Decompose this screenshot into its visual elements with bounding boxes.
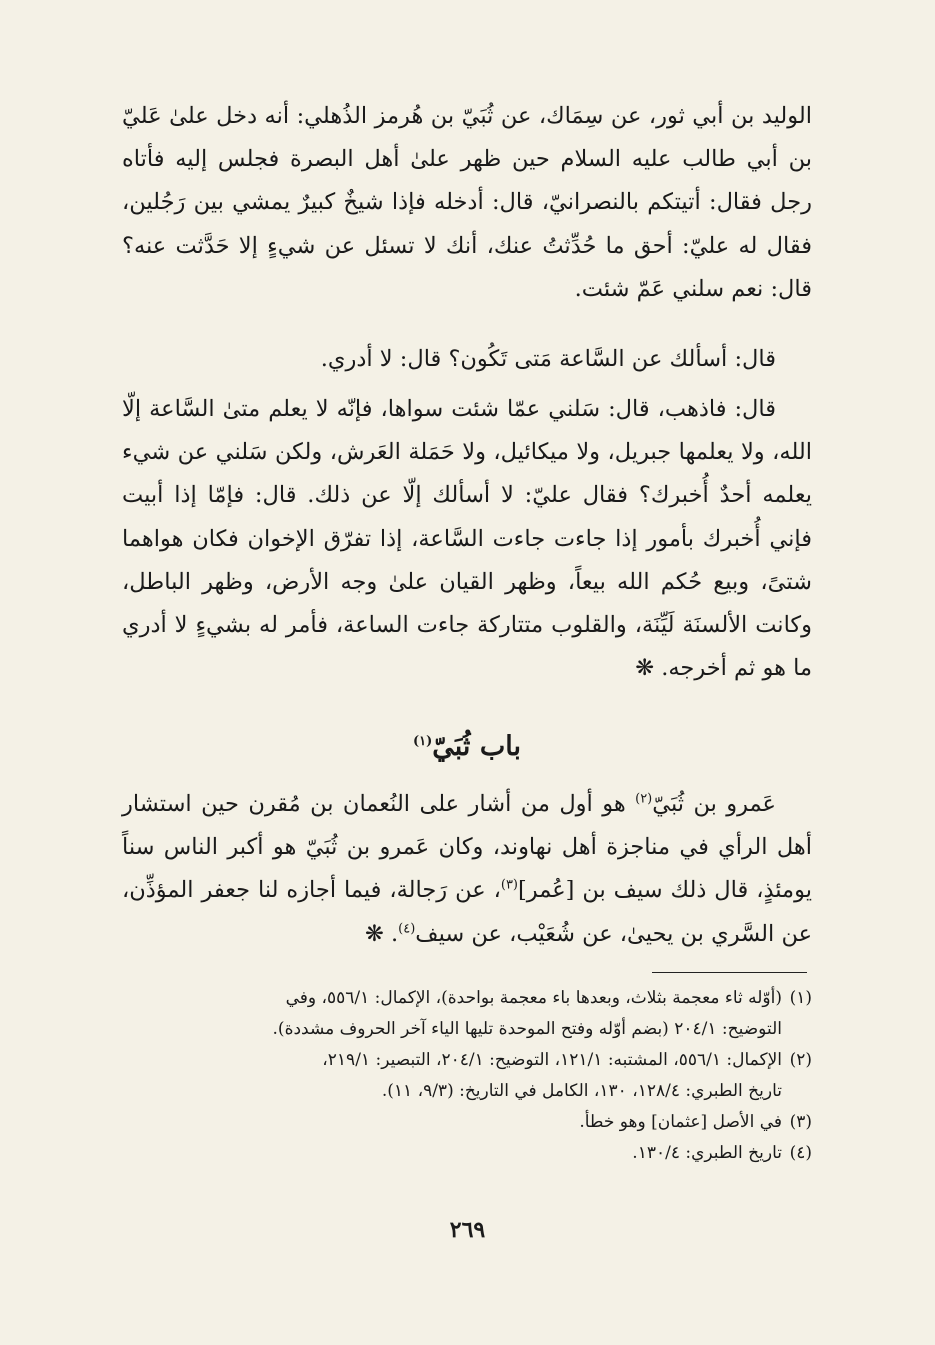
paragraph-text: هو أول من أشار على النُعمان بن مُقرن حين استشار أهل الرأي في مناجزة أهل نهاوند، وكان عَمرو بن ثُبَيّ هو أكبر الناس سناً يومئذٍ، قال ذلك سيف بن [عُمر] [122,791,812,904]
footnote-1 [122,983,812,1014]
footnote-number: (٤) [789,1143,812,1163]
footnote-1-continued [122,1014,812,1045]
footnote-text: في الأصل [عثمان] وهو خطأ. [579,1112,782,1132]
footnote-2 [122,1045,812,1076]
paragraph-question [122,338,812,381]
footnote-2-continued [122,1076,812,1107]
footnote-divider [652,972,807,973]
footnote-number: (٣) [789,1112,812,1132]
footnote-text: التوضيح: ٢٠٤/١ (بضم أوّله وفتح الموحدة تليها الياء آخر الحروف مشددة). [272,1019,782,1039]
section-heading [122,727,812,767]
paragraph-amr-ibn-thubay [122,783,812,956]
footnote-text: تاريخ الطبري: ١٢٨/٤، ١٣٠، الكامل في التاريخ: (٩/٣، ١١). [381,1081,782,1101]
footnote-number: (٢) [789,1050,812,1070]
paragraph-text: قال: فاذهب، قال: سَلني عمّا شئت سواها، فإنّه لا يعلم متىٰ السَّاعة إلّا الله، ولا يعلمها جبريل، ولا ميكائيل، ولا حَمَلة العَرش، ولكن سَلني عن شيء يعلمه أحدٌ أُخبرك؟ فقال عليّ: لا أسألك إلّا عن ذلك. قال: فإمّا إذا أبيت فإني أُخبرك بأمور إذا جاءت جاءت السَّاعة، إذا تفرّق الإخوان فكان هواهما شتىً، وبيع حُكم الله بيعاً، وظهر القيان علىٰ وجه الأرض، وظهر الباطل، وكانت الألسنَة لَيِّنَة، والقلوب متتاركة جاءت الساعة، فأمر له بشيءٍ لا أدري ما هو ثم أخرجه. ❋ [122,396,812,682]
footnotes [122,983,812,1169]
footnote-4 [122,1138,812,1169]
heading-text: باب ثُبَيّ [432,731,522,762]
page-number: ٢٦٩ [449,1217,486,1243]
footnote-ref: (٤) [398,921,416,937]
footnote-ref: (١) [412,734,433,749]
footnote-ref: (٣) [500,877,518,893]
paragraph-text: . ❋ [364,920,399,947]
paragraph-text: الوليد بن أبي ثور، عن سِمَاك، عن ثُبَيّ بن هُرمز الذُهلي: أنه دخل علىٰ عَليّ بن أبي طالب عليه السلام حين ظهر علىٰ أهل البصرة فجلس إليه فأتاه رجل فقال: أتيتكم بالنصرانيّ، قال: أدخله فإذا شيخٌ كبيرٌ يمشي بين رَجُلين، فقال له عليّ: أحق ما حُدِّثتُ عنك، أنك لا تسئل عن شيءٍ إلا حَدَّثت عنه؟ قال: نعم سلني عَمّ شئت. [122,103,812,302]
paragraph-text: قال: أسألك عن السَّاعة مَتى تَكُون؟ قال: لا أدري. [320,346,776,372]
footnote-text: الإكمال: ٥٥٦/١، المشتبه: ١٢١/١، التوضيح: ٢٠٤/١، التبصير: ٢١٩/١، [322,1050,782,1070]
paragraph-answer [122,388,812,690]
paragraph-hadith-intro [122,95,812,311]
footnote-text: (أوّله ثاء معجمة بثلاث، وبعدها باء معجمة بواحدة)، الإكمال: ٥٥٦/١، وفي [285,988,782,1008]
footnote-text: تاريخ الطبري: ١٣٠/٤. [632,1143,782,1163]
footnote-number: (١) [789,988,812,1008]
footnote-ref: (٢) [635,791,653,807]
paragraph-text: ، عن رَجالة، فيما أجازه لنا جعفر المؤذِّن، عن السَّري بن يحيىٰ، عن شُعَيْب، عن سيف [122,877,812,947]
footnote-3 [122,1107,812,1138]
paragraph-text: عَمرو بن ثُبَيّ [652,791,776,817]
